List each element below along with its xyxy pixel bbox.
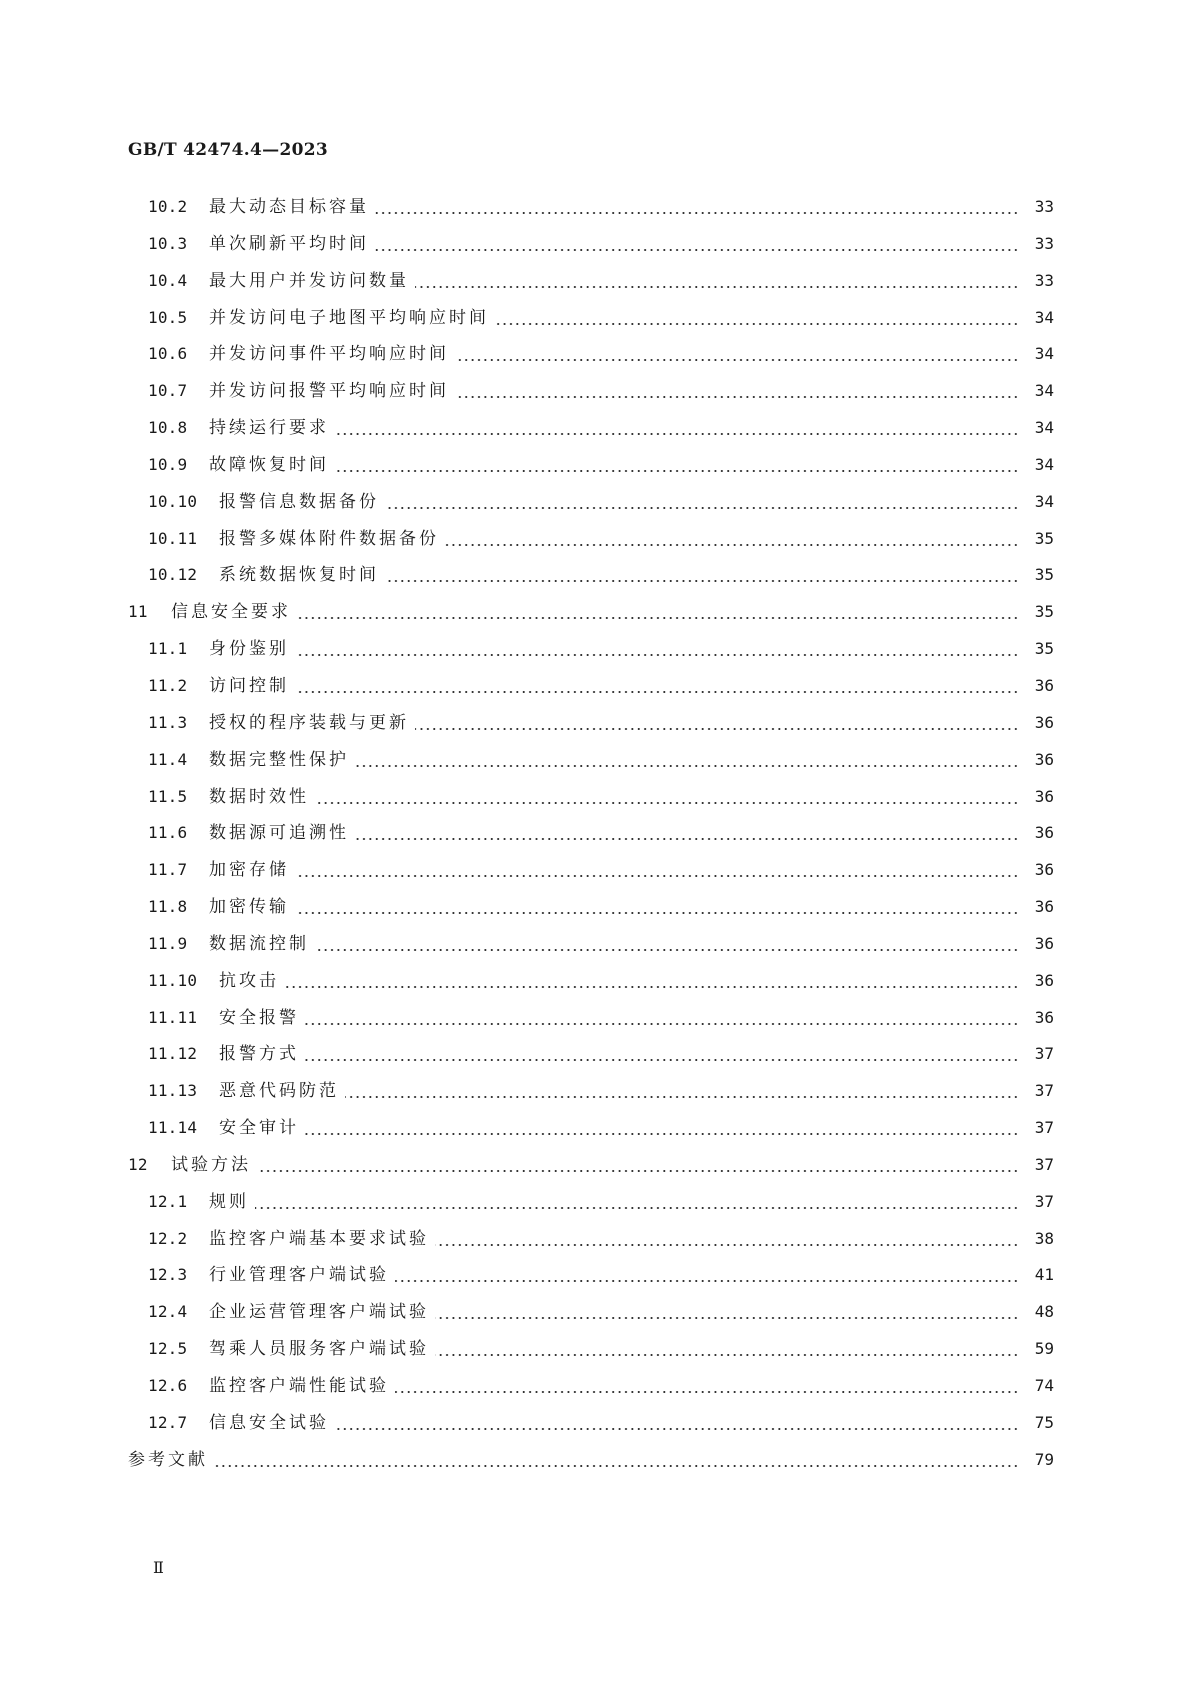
toc-section-number: 11.2: [148, 675, 188, 695]
toc-section-title: 数据时效性: [209, 786, 309, 807]
toc-page-number: 36: [1034, 970, 1054, 990]
toc-entry[interactable]: [0, 226, 1191, 263]
toc-section-number: 11.10: [148, 970, 198, 990]
toc-section-title: 持续运行要求: [209, 418, 329, 439]
toc-entry[interactable]: [0, 631, 1191, 668]
toc-dot-leader: [335, 1412, 1019, 1434]
toc-dot-leader: [305, 1117, 1019, 1139]
toc-section-number: 11.11: [148, 1007, 198, 1027]
toc-dot-leader: [315, 786, 1019, 808]
toc-dot-leader: [435, 1301, 1019, 1323]
toc-section-number: 10.6: [148, 344, 188, 364]
toc-entry[interactable]: [0, 705, 1191, 742]
toc-dot-leader: [415, 270, 1019, 292]
toc-entry[interactable]: [0, 1331, 1191, 1368]
toc-section-title: 行业管理客户端试验: [209, 1265, 389, 1286]
toc-dot-leader: [415, 712, 1019, 734]
toc-section-number: 11.7: [148, 860, 188, 880]
toc-dot-leader: [355, 749, 1019, 771]
toc-section-number: 10.4: [148, 270, 188, 290]
toc-entry[interactable]: [0, 373, 1191, 410]
toc-entry[interactable]: [0, 1147, 1191, 1184]
toc-section-number: 10.2: [148, 197, 188, 216]
toc-page-number: 35: [1034, 528, 1054, 548]
toc-entry[interactable]: [0, 300, 1191, 337]
toc-entry[interactable]: [0, 1442, 1191, 1479]
toc-section-number: 11.4: [148, 749, 188, 769]
toc-section-number: 10.11: [148, 528, 198, 548]
toc-page-number: 36: [1034, 675, 1054, 695]
toc-dot-leader: [435, 1228, 1019, 1250]
document-id-header: GB/T 42474.4—2023: [128, 140, 328, 160]
toc-dot-leader: [255, 1191, 1019, 1213]
toc-page-number: 75: [1034, 1412, 1054, 1432]
toc-section-number: 12.6: [148, 1376, 188, 1395]
toc-page-number: 36: [1034, 933, 1054, 953]
toc-entry[interactable]: [0, 1405, 1191, 1442]
toc-section-number: 11.3: [148, 712, 188, 732]
toc-page-number: 36: [1034, 749, 1054, 769]
toc-page-number: 33: [1034, 233, 1054, 253]
toc-section-title: 故障恢复时间: [209, 454, 329, 475]
toc-dot-leader: [305, 1007, 1019, 1029]
toc-dot-leader: [295, 638, 1019, 660]
toc-page-number: 36: [1034, 712, 1054, 732]
toc-entry[interactable]: [0, 521, 1191, 558]
toc-dot-leader: [214, 1449, 1019, 1471]
toc-section-number: 11.14: [148, 1118, 198, 1138]
toc-page-number: 59: [1034, 1339, 1054, 1359]
toc-section-title: 信息安全试验: [209, 1412, 329, 1433]
toc-page-number: 36: [1034, 897, 1054, 917]
toc-dot-leader: [375, 233, 1019, 255]
toc-page-number: 36: [1034, 823, 1054, 843]
toc-section-number: 10.10: [148, 491, 198, 511]
toc-page-number: 37: [1034, 1154, 1054, 1174]
toc-entry[interactable]: [0, 926, 1191, 963]
toc-section-title: 系统数据恢复时间: [219, 565, 379, 586]
toc-section-number: 11.5: [148, 786, 188, 806]
toc-entry[interactable]: [0, 336, 1191, 373]
toc-section-title: 试验方法: [171, 1154, 251, 1175]
toc-section-number: 11.6: [148, 823, 188, 843]
toc-page-number: 35: [1034, 602, 1054, 622]
toc-section-title: 安全审计: [219, 1118, 299, 1139]
toc-section-title: 并发访问电子地图平均响应时间: [209, 307, 489, 328]
toc-page-number: 37: [1034, 1118, 1054, 1138]
toc-section-title: 规则: [209, 1191, 249, 1212]
toc-entry[interactable]: [0, 852, 1191, 889]
toc-section-number: 11.8: [148, 897, 188, 917]
toc-section-number: 12.7: [148, 1412, 188, 1432]
toc-entry[interactable]: [0, 1110, 1191, 1147]
toc-section-title: 最大用户并发访问数量: [209, 270, 409, 291]
toc-section-number: 11.12: [148, 1044, 198, 1064]
toc-section-number: 12: [128, 1154, 148, 1174]
toc-dot-leader: [395, 1375, 1019, 1397]
toc-dot-leader: [295, 859, 1019, 881]
toc-page-number: 74: [1034, 1376, 1054, 1395]
toc-section-title: 报警多媒体附件数据备份: [219, 528, 439, 549]
toc-section-number: 12.2: [148, 1228, 188, 1248]
toc-page-number: 79: [1034, 1449, 1054, 1469]
toc-page-number: 48: [1034, 1302, 1054, 1322]
toc-section-title: 恶意代码防范: [219, 1081, 339, 1102]
toc-page-number: 35: [1034, 565, 1054, 585]
toc-section-title: 单次刷新平均时间: [209, 233, 369, 254]
table-of-contents: [0, 189, 1191, 1479]
toc-dot-leader: [335, 417, 1019, 439]
toc-section-title: 授权的程序装载与更新: [209, 712, 409, 733]
toc-section-title: 最大动态目标容量: [209, 197, 369, 217]
toc-section-number: 11.1: [148, 639, 188, 659]
toc-entry[interactable]: [0, 963, 1191, 1000]
toc-dot-leader: [435, 1338, 1019, 1360]
toc-section-title: 监控客户端性能试验: [209, 1376, 389, 1396]
toc-entry[interactable]: [0, 779, 1191, 816]
toc-dot-leader: [257, 1154, 1019, 1176]
toc-dot-leader: [395, 1264, 1019, 1286]
toc-section-number: 12.4: [148, 1302, 188, 1322]
toc-section-title: 参考文献: [128, 1449, 208, 1470]
toc-dot-leader: [385, 564, 1019, 586]
toc-page-number: 36: [1034, 786, 1054, 806]
toc-section-number: 12.5: [148, 1339, 188, 1359]
toc-page-number: 33: [1034, 270, 1054, 290]
toc-page-number: 38: [1034, 1228, 1054, 1248]
toc-page-number: 34: [1034, 307, 1054, 327]
toc-section-title: 安全报警: [219, 1007, 299, 1028]
toc-section-title: 报警方式: [219, 1044, 299, 1065]
toc-entry[interactable]: [0, 1294, 1191, 1331]
toc-entry[interactable]: [0, 742, 1191, 779]
toc-dot-leader: [455, 380, 1019, 402]
toc-entry[interactable]: [0, 189, 1191, 226]
toc-entry[interactable]: [0, 1073, 1191, 1110]
toc-section-number: 12.3: [148, 1265, 188, 1285]
toc-page-number: 34: [1034, 381, 1054, 401]
toc-dot-leader: [495, 307, 1019, 329]
toc-page-number: 35: [1034, 639, 1054, 659]
toc-section-number: 10.5: [148, 307, 188, 327]
toc-entry[interactable]: [0, 557, 1191, 594]
toc-entry[interactable]: [0, 263, 1191, 300]
toc-section-number: 10.7: [148, 381, 188, 401]
toc-page-number: 34: [1034, 491, 1054, 511]
toc-section-number: 10.9: [148, 454, 188, 474]
toc-section-number: 10.8: [148, 418, 188, 438]
toc-page-number: 37: [1034, 1044, 1054, 1064]
toc-entry[interactable]: [0, 668, 1191, 705]
toc-dot-leader: [345, 1080, 1019, 1102]
toc-section-title: 访问控制: [209, 675, 289, 696]
toc-page-number: 34: [1034, 344, 1054, 364]
toc-section-title: 企业运营管理客户端试验: [209, 1302, 429, 1323]
toc-entry[interactable]: [0, 410, 1191, 447]
toc-entry[interactable]: [0, 594, 1191, 631]
toc-section-number: 10.12: [148, 565, 198, 585]
toc-entry[interactable]: [0, 889, 1191, 926]
toc-section-title: 抗攻击: [219, 970, 279, 991]
toc-entry[interactable]: [0, 484, 1191, 521]
toc-page-number: 34: [1034, 454, 1054, 474]
toc-entry[interactable]: [0, 1036, 1191, 1073]
toc-section-title: 加密传输: [209, 897, 289, 918]
toc-section-title: 数据完整性保护: [209, 749, 349, 770]
toc-section-title: 并发访问报警平均响应时间: [209, 381, 449, 402]
toc-dot-leader: [295, 675, 1019, 697]
toc-section-title: 报警信息数据备份: [219, 491, 379, 512]
toc-section-number: 12.1: [148, 1191, 188, 1211]
toc-section-title: 监控客户端基本要求试验: [209, 1228, 429, 1249]
toc-entry[interactable]: [0, 815, 1191, 852]
toc-entry[interactable]: [0, 447, 1191, 484]
toc-page-number: 37: [1034, 1081, 1054, 1101]
toc-entry[interactable]: [0, 1257, 1191, 1294]
toc-section-title: 信息安全要求: [171, 602, 291, 623]
toc-section-title: 加密存储: [209, 860, 289, 881]
toc-page-number: 37: [1034, 1191, 1054, 1211]
toc-section-number: 11.13: [148, 1081, 198, 1101]
toc-section-title: 驾乘人员服务客户端试验: [209, 1339, 429, 1360]
toc-entry[interactable]: [0, 1184, 1191, 1221]
toc-page-number: 36: [1034, 1007, 1054, 1027]
toc-page-number: 36: [1034, 860, 1054, 880]
toc-section-number: 10.3: [148, 233, 188, 253]
toc-section-title: 数据源可追溯性: [209, 823, 349, 844]
toc-dot-leader: [285, 970, 1019, 992]
toc-page-number: 41: [1034, 1265, 1054, 1285]
toc-page-number: 34: [1034, 418, 1054, 438]
toc-section-number: 11: [128, 602, 148, 622]
toc-page-number: 33: [1034, 197, 1054, 216]
toc-dot-leader: [375, 196, 1019, 218]
toc-dot-leader: [445, 528, 1019, 550]
toc-entry[interactable]: [0, 1000, 1191, 1037]
toc-dot-leader: [355, 822, 1019, 844]
toc-dot-leader: [385, 491, 1019, 513]
toc-dot-leader: [295, 896, 1019, 918]
toc-dot-leader: [297, 601, 1019, 623]
toc-section-title: 身份鉴别: [209, 639, 289, 660]
toc-dot-leader: [455, 343, 1019, 365]
toc-section-title: 并发访问事件平均响应时间: [209, 344, 449, 365]
toc-entry[interactable]: [0, 1368, 1191, 1405]
toc-section-title: 数据流控制: [209, 933, 309, 954]
toc-dot-leader: [335, 454, 1019, 476]
toc-dot-leader: [315, 933, 1019, 955]
toc-entry[interactable]: [0, 1221, 1191, 1258]
page-number-footer: Ⅱ: [153, 1558, 164, 1577]
toc-dot-leader: [305, 1043, 1019, 1065]
toc-section-number: 11.9: [148, 933, 188, 953]
